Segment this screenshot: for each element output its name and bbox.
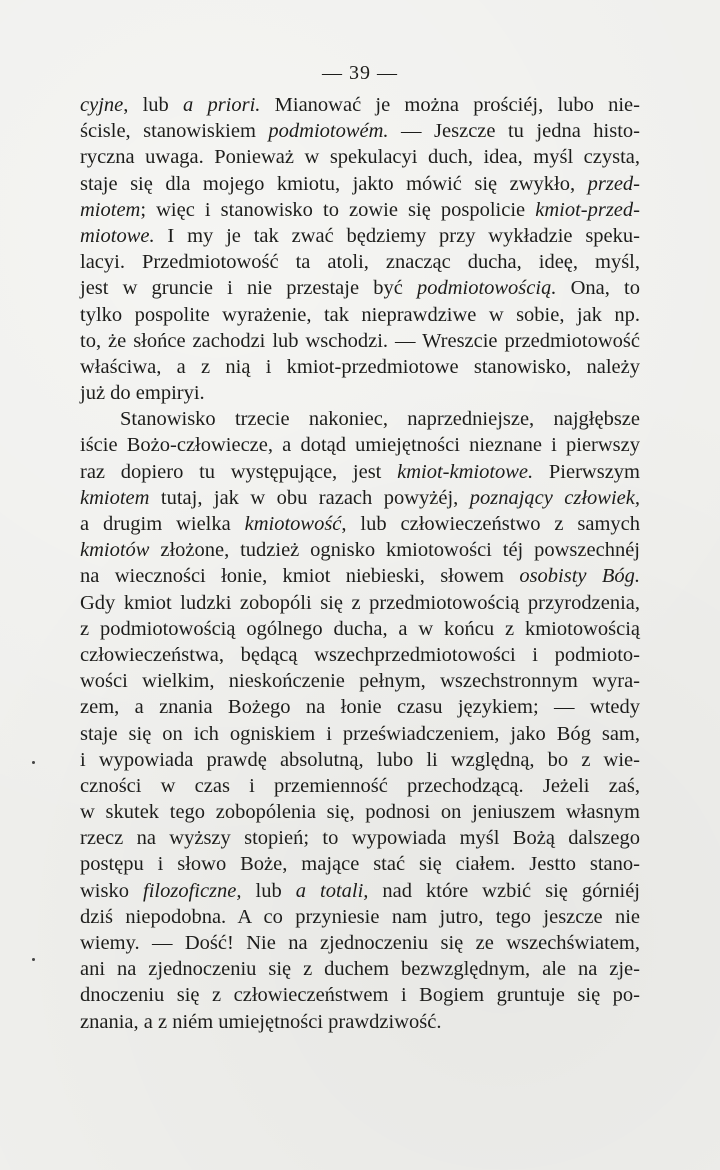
text-line (80, 721, 640, 747)
text-run: , lub człowieczeństwo z samych (341, 513, 640, 535)
text-run: wisko (80, 879, 143, 902)
italic-text: kmiot-kmiotowe. (397, 460, 534, 483)
text-run: raz dopiero tu występujące, jest (80, 460, 398, 483)
text-run: Mianować je można prościéj, lubo nie- (260, 94, 640, 116)
italic-text: kmiotem (80, 486, 150, 509)
text-run: dnoczeniu się z człowieczeństwem i Bogiem gruntuje się po- (80, 984, 640, 1007)
text-line (80, 197, 640, 223)
text-run: z podmiotowością ogólnego ducha, a w końcu z kmiotowością (80, 617, 640, 640)
text-line (80, 747, 640, 773)
text-line (80, 590, 640, 616)
text-run: tylko pospolite wyrażenie, tak nieprawdziwe w sobie, jak np. (80, 303, 640, 326)
text-run: , lub (123, 94, 183, 116)
text-line (80, 223, 640, 249)
text-run: ani na zjednoczeniu się z duchem bezwzględnym, ale na zje- (80, 958, 640, 981)
italic-text: a totali, (295, 879, 369, 902)
text-line (80, 563, 640, 589)
text-run: zem, a znania Bożego na łonie czasu językiem; — wtedy (80, 696, 640, 719)
text-line (80, 930, 640, 956)
text-run: wości wielkim, nieskończenie pełnym, wszechstronnym wyra- (80, 670, 640, 693)
text-line (80, 249, 640, 275)
text-line (80, 406, 640, 432)
page-number: — 39 — (322, 62, 398, 84)
margin-speck-left-lower (32, 958, 35, 961)
text-run: staje się on ich ogniskiem i przeświadczeniem, jako Bóg sam, (80, 722, 640, 745)
text-line (80, 616, 640, 642)
italic-text: kmiotów (80, 539, 150, 562)
text-line (80, 982, 640, 1008)
text-run: staje się dla mojego kmiotu, jakto mówić się zwykło, (80, 172, 588, 195)
italic-text: cyjne (80, 94, 124, 116)
italic-text: miotem (80, 198, 141, 221)
text-run: rzecz na wyższy stopień; to wypowiada myśl Bożą dalszego (80, 827, 640, 850)
text-run: tutaj, jak w obu razach powyżéj, (149, 486, 470, 509)
text-line (80, 537, 640, 563)
text-run: dziś niepodobna. A co przyniesie nam jutro, tego jeszcze nie (80, 905, 640, 928)
italic-text: kmiot-przed- (535, 198, 640, 221)
text-line (80, 851, 640, 877)
italic-text: podmiotowém. (268, 120, 389, 143)
text-run: lub (241, 879, 296, 902)
italic-text: osobisty Bóg. (519, 565, 641, 588)
italic-text: poznający człowiek, (469, 486, 640, 509)
text-line (80, 92, 640, 118)
italic-text: kmiotowość (244, 513, 342, 535)
text-run: nad które wzbić się górniéj (368, 879, 640, 902)
text-line (80, 773, 640, 799)
text-line (80, 275, 640, 301)
text-line (80, 668, 640, 694)
italic-text: przed- (587, 172, 640, 195)
text-line (80, 956, 640, 982)
text-line (80, 459, 640, 485)
text-run: to, że słońce zachodzi lub wschodzi. — Wreszcie przedmiotowość (80, 329, 640, 352)
text-run: a drugim wielka (80, 513, 245, 535)
text-run: człowieczeństwa, będącą wszechprzedmiotowości i podmioto- (80, 643, 640, 666)
text-run: wiemy. — Dość! Nie na zjednoczeniu się ze wszechświatem, (80, 932, 640, 954)
text-line (80, 485, 640, 511)
text-run: Stanowisko trzecie nakoniec, naprzedniejsze, najgłębsze (120, 408, 640, 431)
text-run: i wypowiada prawdę absolutną, lubo li względną, bo z wie- (80, 748, 640, 771)
text-line (80, 328, 640, 354)
text-line (80, 511, 640, 537)
italic-text: filozoficzne, (143, 879, 242, 902)
text-run: ; więc i stanowisko to zowie się pospolicie (140, 198, 536, 221)
text-line (80, 1009, 640, 1035)
text-run: czności w czas i przemienność przechodzącą. Jeżeli zaś, (80, 774, 640, 797)
text-run: I my je tak zwać będziemy przy wykładzie speku- (154, 224, 640, 247)
text-run: — Jeszcze tu jedna histo- (388, 120, 641, 143)
margin-speck-left-upper (32, 761, 35, 764)
text-line (80, 642, 640, 668)
italic-text: podmiotowością. (416, 277, 557, 300)
text-run: ryczna uwaga. Ponieważ w spekulacyi duch, idea, myśl czysta, (80, 146, 640, 169)
text-line (80, 878, 640, 904)
text-run: właściwa, a z nią i kmiot-przedmiotowe stanowisko, należy (80, 355, 640, 378)
text-run: ścisle, stanowiskiem (80, 120, 269, 143)
text-line (80, 799, 640, 825)
italic-text: a priori. (183, 94, 261, 116)
text-run: Ona, to (556, 277, 640, 300)
text-line (80, 694, 640, 720)
text-line (80, 432, 640, 458)
text-run: w skutek tego zobopólenia się, podnosi on jeniuszem własnym (80, 801, 640, 824)
text-line (80, 302, 640, 328)
text-run: Pierwszym (533, 460, 640, 483)
text-line (80, 380, 640, 406)
text-run: postępu i słowo Boże, mające stać się ciałem. Jestto stano- (80, 853, 640, 876)
text-line (80, 354, 640, 380)
body-text (80, 92, 640, 1035)
text-run: iście Bożo-człowiecze, a dotąd umiejętności nieznane i pierwszy (80, 434, 640, 457)
text-line (80, 144, 640, 170)
text-run: jest w gruncie i nie przestaje być (80, 277, 417, 300)
text-run: już do empiryi. (80, 382, 205, 405)
text-run: Gdy kmiot ludzki zobopóli się z przedmiotowością przyrodzenia, (80, 591, 640, 614)
italic-text: miotowe. (80, 224, 155, 247)
text-line (80, 118, 640, 144)
text-run: na wieczności łonie, kmiot niebieski, słowem (80, 565, 520, 588)
text-run: znania, a z niém umiejętności prawdziwość. (80, 1010, 442, 1033)
text-run: złożone, tudzież ognisko kmiotowości téj powszechnéj (149, 539, 640, 562)
text-line (80, 825, 640, 851)
text-line (80, 904, 640, 930)
text-line (80, 171, 640, 197)
text-run: lacyi. Przedmiotowość ta atoli, znacząc ducha, ideę, myśl, (80, 251, 640, 274)
